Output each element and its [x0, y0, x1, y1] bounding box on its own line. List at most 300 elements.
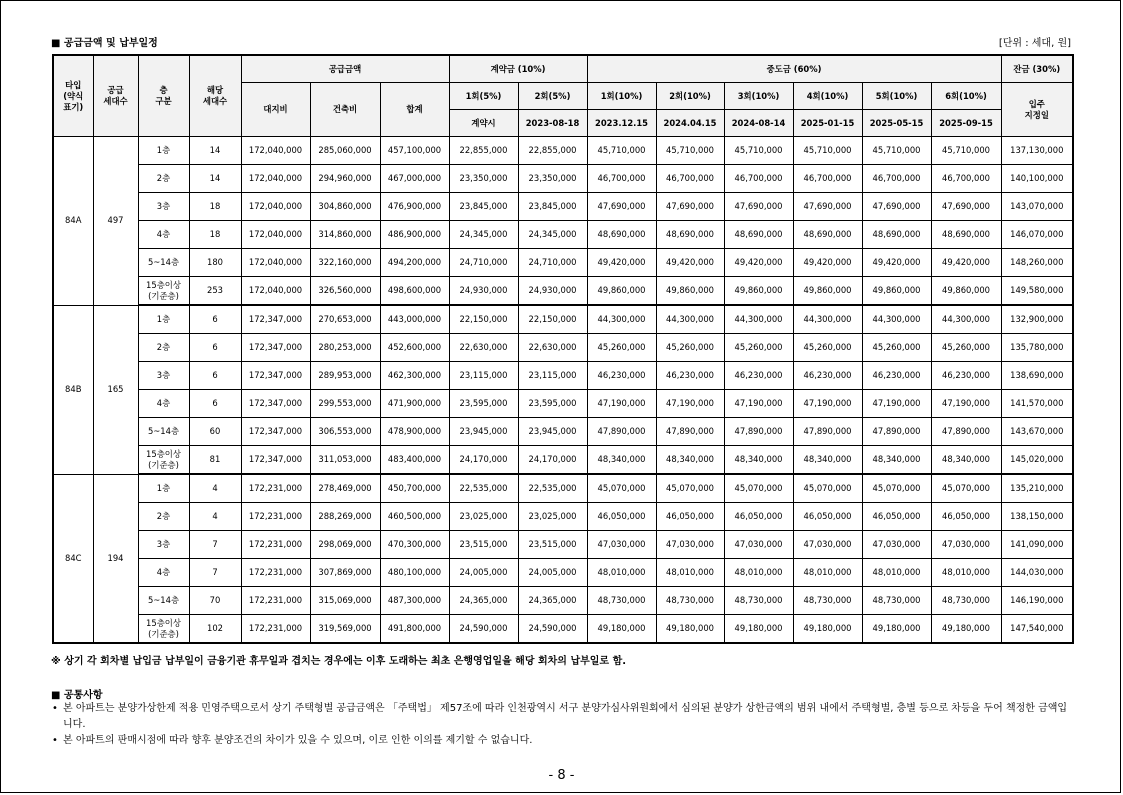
- table-row: [53, 559, 1073, 587]
- middle-6-cell: 47,690,000: [931, 193, 1001, 221]
- middle-3-cell: 49,180,000: [724, 615, 793, 644]
- header-c2: 2회(5%): [518, 83, 587, 110]
- total-cell: 491,800,000: [380, 615, 449, 644]
- building-cell: 306,553,000: [310, 418, 380, 446]
- unit-count-cell: 7: [189, 531, 241, 559]
- middle-4-cell: 48,690,000: [793, 221, 862, 249]
- building-cell: 270,653,000: [310, 305, 380, 334]
- middle-1-cell: 47,030,000: [587, 531, 656, 559]
- unit-count-cell: 180: [189, 249, 241, 277]
- land-cell: 172,040,000: [241, 277, 310, 306]
- middle-1-cell: 49,420,000: [587, 249, 656, 277]
- middle-3-cell: 44,300,000: [724, 305, 793, 334]
- section-title: ■ 공급금액 및 납부일정: [51, 38, 158, 49]
- header-m6-date: 2025-09-15: [931, 110, 1001, 137]
- balance-cell: 145,020,000: [1001, 446, 1073, 475]
- land-cell: 172,231,000: [241, 587, 310, 615]
- contract-1-cell: 23,350,000: [449, 165, 518, 193]
- floor-cell: 1층: [138, 305, 189, 334]
- land-cell: 172,040,000: [241, 165, 310, 193]
- total-cell: 483,400,000: [380, 446, 449, 475]
- middle-6-cell: 46,230,000: [931, 362, 1001, 390]
- floor-cell: 5~14층: [138, 587, 189, 615]
- total-cell: 498,600,000: [380, 277, 449, 306]
- building-cell: 298,069,000: [310, 531, 380, 559]
- contract-2-cell: 23,350,000: [518, 165, 587, 193]
- building-cell: 315,069,000: [310, 587, 380, 615]
- header-balance: 잔금 (30%): [1001, 55, 1073, 83]
- land-cell: 172,347,000: [241, 446, 310, 475]
- floor-cell: 15층이상 (기준층): [138, 446, 189, 475]
- header-balance-date: 입주 지정일: [1001, 83, 1073, 137]
- middle-6-cell: 46,700,000: [931, 165, 1001, 193]
- total-cell: 494,200,000: [380, 249, 449, 277]
- contract-2-cell: 23,945,000: [518, 418, 587, 446]
- middle-3-cell: 48,690,000: [724, 221, 793, 249]
- header-land: 대지비: [241, 83, 310, 137]
- middle-2-cell: 49,420,000: [656, 249, 724, 277]
- unit-count-cell: 6: [189, 362, 241, 390]
- header-total: 합계: [380, 83, 449, 137]
- middle-3-cell: 48,010,000: [724, 559, 793, 587]
- unit-count-cell: 70: [189, 587, 241, 615]
- balance-cell: 146,070,000: [1001, 221, 1073, 249]
- middle-4-cell: 44,300,000: [793, 305, 862, 334]
- middle-6-cell: 45,710,000: [931, 137, 1001, 165]
- middle-4-cell: 45,260,000: [793, 334, 862, 362]
- balance-cell: 138,150,000: [1001, 503, 1073, 531]
- unit-count-cell: 81: [189, 446, 241, 475]
- middle-4-cell: 46,230,000: [793, 362, 862, 390]
- land-cell: 172,347,000: [241, 334, 310, 362]
- header-m5-date: 2025-05-15: [862, 110, 931, 137]
- middle-5-cell: 46,230,000: [862, 362, 931, 390]
- contract-2-cell: 24,005,000: [518, 559, 587, 587]
- header-households: 공급 세대수: [93, 55, 138, 137]
- table-row: [53, 390, 1073, 418]
- table-row: [53, 305, 1073, 334]
- table-row: [53, 277, 1073, 306]
- table-row: [53, 165, 1073, 193]
- header-m3: 3회(10%): [724, 83, 793, 110]
- contract-2-cell: 24,345,000: [518, 221, 587, 249]
- balance-cell: 141,090,000: [1001, 531, 1073, 559]
- balance-cell: 143,670,000: [1001, 418, 1073, 446]
- middle-1-cell: 48,340,000: [587, 446, 656, 475]
- common-list: [51, 701, 1071, 749]
- header-supply: 공급금액: [241, 55, 449, 83]
- middle-5-cell: 47,190,000: [862, 390, 931, 418]
- balance-cell: 137,130,000: [1001, 137, 1073, 165]
- middle-6-cell: 46,050,000: [931, 503, 1001, 531]
- contract-2-cell: 24,930,000: [518, 277, 587, 306]
- table-row: [53, 221, 1073, 249]
- table-row: [53, 531, 1073, 559]
- building-cell: 319,569,000: [310, 615, 380, 644]
- middle-1-cell: 44,300,000: [587, 305, 656, 334]
- contract-2-cell: 22,630,000: [518, 334, 587, 362]
- middle-2-cell: 44,300,000: [656, 305, 724, 334]
- total-cell: 462,300,000: [380, 362, 449, 390]
- middle-1-cell: 47,690,000: [587, 193, 656, 221]
- middle-4-cell: 47,190,000: [793, 390, 862, 418]
- middle-6-cell: 48,730,000: [931, 587, 1001, 615]
- floor-cell: 2층: [138, 165, 189, 193]
- households-cell: 194: [93, 474, 138, 643]
- table-row: [53, 615, 1073, 644]
- floor-cell: 3층: [138, 531, 189, 559]
- floor-cell: 3층: [138, 362, 189, 390]
- middle-3-cell: 46,230,000: [724, 362, 793, 390]
- middle-5-cell: 48,340,000: [862, 446, 931, 475]
- middle-3-cell: 47,890,000: [724, 418, 793, 446]
- total-cell: 478,900,000: [380, 418, 449, 446]
- unit-label: [단위 : 세대, 원]: [998, 38, 1071, 49]
- contract-1-cell: 24,345,000: [449, 221, 518, 249]
- contract-2-cell: 22,150,000: [518, 305, 587, 334]
- middle-3-cell: 47,690,000: [724, 193, 793, 221]
- balance-cell: 146,190,000: [1001, 587, 1073, 615]
- total-cell: 452,600,000: [380, 334, 449, 362]
- building-cell: 278,469,000: [310, 474, 380, 503]
- total-cell: 487,300,000: [380, 587, 449, 615]
- contract-2-cell: 22,535,000: [518, 474, 587, 503]
- middle-3-cell: 48,730,000: [724, 587, 793, 615]
- total-cell: 450,700,000: [380, 474, 449, 503]
- middle-6-cell: 47,030,000: [931, 531, 1001, 559]
- contract-2-cell: 23,515,000: [518, 531, 587, 559]
- table-row: [53, 249, 1073, 277]
- contract-1-cell: 24,005,000: [449, 559, 518, 587]
- middle-3-cell: 48,340,000: [724, 446, 793, 475]
- middle-4-cell: 47,890,000: [793, 418, 862, 446]
- header-m5: 5회(10%): [862, 83, 931, 110]
- middle-2-cell: 45,070,000: [656, 474, 724, 503]
- middle-4-cell: 49,860,000: [793, 277, 862, 306]
- middle-5-cell: 45,710,000: [862, 137, 931, 165]
- land-cell: 172,040,000: [241, 137, 310, 165]
- header-m6: 6회(10%): [931, 83, 1001, 110]
- total-cell: 480,100,000: [380, 559, 449, 587]
- middle-5-cell: 49,420,000: [862, 249, 931, 277]
- unit-count-cell: 14: [189, 165, 241, 193]
- middle-1-cell: 48,010,000: [587, 559, 656, 587]
- floor-cell: 1층: [138, 137, 189, 165]
- building-cell: 289,953,000: [310, 362, 380, 390]
- balance-cell: 140,100,000: [1001, 165, 1073, 193]
- middle-5-cell: 45,260,000: [862, 334, 931, 362]
- middle-5-cell: 44,300,000: [862, 305, 931, 334]
- building-cell: 322,160,000: [310, 249, 380, 277]
- contract-1-cell: 24,170,000: [449, 446, 518, 475]
- middle-2-cell: 47,890,000: [656, 418, 724, 446]
- contract-1-cell: 24,590,000: [449, 615, 518, 644]
- middle-5-cell: 47,690,000: [862, 193, 931, 221]
- header-m4: 4회(10%): [793, 83, 862, 110]
- type-cell: 84A: [53, 137, 93, 306]
- middle-1-cell: 49,860,000: [587, 277, 656, 306]
- total-cell: 470,300,000: [380, 531, 449, 559]
- middle-2-cell: 49,180,000: [656, 615, 724, 644]
- title-row: [51, 34, 1071, 50]
- middle-6-cell: 47,190,000: [931, 390, 1001, 418]
- middle-5-cell: 47,890,000: [862, 418, 931, 446]
- header-type: 타입 (약식 표기): [53, 55, 93, 137]
- total-cell: 457,100,000: [380, 137, 449, 165]
- middle-3-cell: 49,420,000: [724, 249, 793, 277]
- contract-2-cell: 24,590,000: [518, 615, 587, 644]
- floor-cell: 5~14층: [138, 249, 189, 277]
- middle-4-cell: 46,050,000: [793, 503, 862, 531]
- building-cell: 311,053,000: [310, 446, 380, 475]
- middle-6-cell: 49,180,000: [931, 615, 1001, 644]
- common-item: • 본 아파트의 판매시점에 따라 향후 분양조건의 차이가 있을 수 있으며, 이로 인한 이의를 제기할 수 없습니다.: [51, 733, 1071, 749]
- unit-count-cell: 253: [189, 277, 241, 306]
- header-m1-date: 2023.12.15: [587, 110, 656, 137]
- middle-3-cell: 47,030,000: [724, 531, 793, 559]
- building-cell: 294,960,000: [310, 165, 380, 193]
- middle-6-cell: 49,860,000: [931, 277, 1001, 306]
- type-cell: 84C: [53, 474, 93, 643]
- middle-1-cell: 48,730,000: [587, 587, 656, 615]
- middle-5-cell: 48,690,000: [862, 221, 931, 249]
- unit-count-cell: 102: [189, 615, 241, 644]
- total-cell: 460,500,000: [380, 503, 449, 531]
- floor-cell: 1층: [138, 474, 189, 503]
- unit-count-cell: 6: [189, 390, 241, 418]
- floor-cell: 4층: [138, 221, 189, 249]
- header-c1: 1회(5%): [449, 83, 518, 110]
- contract-1-cell: 23,515,000: [449, 531, 518, 559]
- land-cell: 172,231,000: [241, 559, 310, 587]
- table-row: [53, 503, 1073, 531]
- table-row: [53, 334, 1073, 362]
- middle-5-cell: 49,180,000: [862, 615, 931, 644]
- contract-1-cell: 23,115,000: [449, 362, 518, 390]
- middle-3-cell: 45,710,000: [724, 137, 793, 165]
- table-row: [53, 418, 1073, 446]
- floor-cell: 4층: [138, 559, 189, 587]
- middle-2-cell: 49,860,000: [656, 277, 724, 306]
- header-m4-date: 2025-01-15: [793, 110, 862, 137]
- middle-6-cell: 45,260,000: [931, 334, 1001, 362]
- floor-cell: 5~14층: [138, 418, 189, 446]
- land-cell: 172,347,000: [241, 418, 310, 446]
- middle-1-cell: 46,700,000: [587, 165, 656, 193]
- middle-2-cell: 48,340,000: [656, 446, 724, 475]
- balance-cell: 147,540,000: [1001, 615, 1073, 644]
- floor-cell: 15층이상 (기준층): [138, 277, 189, 306]
- middle-6-cell: 44,300,000: [931, 305, 1001, 334]
- land-cell: 172,231,000: [241, 531, 310, 559]
- middle-5-cell: 45,070,000: [862, 474, 931, 503]
- land-cell: 172,040,000: [241, 249, 310, 277]
- middle-1-cell: 45,710,000: [587, 137, 656, 165]
- middle-5-cell: 49,860,000: [862, 277, 931, 306]
- middle-3-cell: 49,860,000: [724, 277, 793, 306]
- balance-cell: 138,690,000: [1001, 362, 1073, 390]
- unit-count-cell: 18: [189, 193, 241, 221]
- middle-2-cell: 47,190,000: [656, 390, 724, 418]
- land-cell: 172,231,000: [241, 503, 310, 531]
- balance-cell: 141,570,000: [1001, 390, 1073, 418]
- header-middle: 중도금 (60%): [587, 55, 1001, 83]
- land-cell: 172,347,000: [241, 305, 310, 334]
- middle-2-cell: 45,710,000: [656, 137, 724, 165]
- land-cell: 172,040,000: [241, 193, 310, 221]
- contract-1-cell: 24,930,000: [449, 277, 518, 306]
- middle-5-cell: 46,050,000: [862, 503, 931, 531]
- middle-3-cell: 46,700,000: [724, 165, 793, 193]
- contract-1-cell: 23,595,000: [449, 390, 518, 418]
- unit-count-cell: 6: [189, 305, 241, 334]
- middle-4-cell: 48,730,000: [793, 587, 862, 615]
- middle-2-cell: 48,010,000: [656, 559, 724, 587]
- contract-2-cell: 23,115,000: [518, 362, 587, 390]
- middle-2-cell: 46,230,000: [656, 362, 724, 390]
- building-cell: 285,060,000: [310, 137, 380, 165]
- floor-cell: 2층: [138, 334, 189, 362]
- middle-4-cell: 49,180,000: [793, 615, 862, 644]
- households-cell: 165: [93, 305, 138, 474]
- middle-1-cell: 47,190,000: [587, 390, 656, 418]
- contract-2-cell: 23,595,000: [518, 390, 587, 418]
- payment-note: ※ 상기 각 회차별 납입금 납부일이 금융기관 휴무일과 겹치는 경우에는 이후 도래하는 최초 은행영업일을 해당 회차의 납부일로 함.: [51, 656, 627, 667]
- floor-cell: 3층: [138, 193, 189, 221]
- contract-2-cell: 22,855,000: [518, 137, 587, 165]
- unit-count-cell: 4: [189, 474, 241, 503]
- land-cell: 172,347,000: [241, 390, 310, 418]
- unit-count-cell: 4: [189, 503, 241, 531]
- land-cell: 172,231,000: [241, 615, 310, 644]
- table-row: [53, 587, 1073, 615]
- building-cell: 299,553,000: [310, 390, 380, 418]
- middle-4-cell: 45,070,000: [793, 474, 862, 503]
- table-row: [53, 362, 1073, 390]
- contract-2-cell: 24,170,000: [518, 446, 587, 475]
- header-m2-date: 2024.04.15: [656, 110, 724, 137]
- contract-2-cell: 23,025,000: [518, 503, 587, 531]
- header-contract: 계약금 (10%): [449, 55, 587, 83]
- contract-1-cell: 22,150,000: [449, 305, 518, 334]
- building-cell: 326,560,000: [310, 277, 380, 306]
- middle-6-cell: 49,420,000: [931, 249, 1001, 277]
- header-c2-date: 2023-08-18: [518, 110, 587, 137]
- contract-2-cell: 24,365,000: [518, 587, 587, 615]
- middle-3-cell: 47,190,000: [724, 390, 793, 418]
- balance-cell: 135,210,000: [1001, 474, 1073, 503]
- middle-2-cell: 46,700,000: [656, 165, 724, 193]
- contract-1-cell: 22,535,000: [449, 474, 518, 503]
- middle-2-cell: 47,030,000: [656, 531, 724, 559]
- balance-cell: 148,260,000: [1001, 249, 1073, 277]
- contract-1-cell: 22,630,000: [449, 334, 518, 362]
- middle-5-cell: 48,010,000: [862, 559, 931, 587]
- header-unit-count: 해당 세대수: [189, 55, 241, 137]
- page-number: - 8 -: [548, 768, 575, 783]
- contract-1-cell: 23,945,000: [449, 418, 518, 446]
- middle-4-cell: 45,710,000: [793, 137, 862, 165]
- common-item: • 본 아파트는 분양가상한제 적용 민영주택으로서 상기 주택형별 공급금액은 「주택법」 제57조에 따라 인천광역시 서구 분양가심사위원회에서 심의된 분양가 상한금액의 범위 내에서 주택형별, 층별 등으로 차등을 두어 책정한 금액입니다.: [51, 701, 1071, 733]
- balance-cell: 144,030,000: [1001, 559, 1073, 587]
- middle-4-cell: 46,700,000: [793, 165, 862, 193]
- middle-6-cell: 48,010,000: [931, 559, 1001, 587]
- table-row: [53, 137, 1073, 165]
- land-cell: 172,040,000: [241, 221, 310, 249]
- supply-schedule-table: [52, 54, 1074, 644]
- middle-1-cell: 48,690,000: [587, 221, 656, 249]
- balance-cell: 132,900,000: [1001, 305, 1073, 334]
- total-cell: 467,000,000: [380, 165, 449, 193]
- middle-2-cell: 48,690,000: [656, 221, 724, 249]
- total-cell: 471,900,000: [380, 390, 449, 418]
- common-section-title: ■ 공통사항: [51, 690, 103, 701]
- middle-5-cell: 46,700,000: [862, 165, 931, 193]
- contract-2-cell: 24,710,000: [518, 249, 587, 277]
- floor-cell: 2층: [138, 503, 189, 531]
- middle-3-cell: 46,050,000: [724, 503, 793, 531]
- middle-5-cell: 48,730,000: [862, 587, 931, 615]
- middle-3-cell: 45,260,000: [724, 334, 793, 362]
- middle-4-cell: 47,030,000: [793, 531, 862, 559]
- table-body: [53, 137, 1073, 644]
- middle-1-cell: 46,230,000: [587, 362, 656, 390]
- middle-4-cell: 48,010,000: [793, 559, 862, 587]
- unit-count-cell: 60: [189, 418, 241, 446]
- land-cell: 172,231,000: [241, 474, 310, 503]
- table-row: [53, 446, 1073, 475]
- building-cell: 307,869,000: [310, 559, 380, 587]
- contract-1-cell: 23,845,000: [449, 193, 518, 221]
- building-cell: 288,269,000: [310, 503, 380, 531]
- unit-count-cell: 6: [189, 334, 241, 362]
- table-row: [53, 193, 1073, 221]
- header-m2: 2회(10%): [656, 83, 724, 110]
- middle-1-cell: 45,070,000: [587, 474, 656, 503]
- header-m1: 1회(10%): [587, 83, 656, 110]
- contract-1-cell: 24,365,000: [449, 587, 518, 615]
- middle-6-cell: 48,340,000: [931, 446, 1001, 475]
- middle-2-cell: 48,730,000: [656, 587, 724, 615]
- middle-6-cell: 47,890,000: [931, 418, 1001, 446]
- building-cell: 280,253,000: [310, 334, 380, 362]
- unit-count-cell: 18: [189, 221, 241, 249]
- total-cell: 443,000,000: [380, 305, 449, 334]
- table-row: [53, 474, 1073, 503]
- floor-cell: 15층이상 (기준층): [138, 615, 189, 644]
- middle-3-cell: 45,070,000: [724, 474, 793, 503]
- middle-6-cell: 45,070,000: [931, 474, 1001, 503]
- total-cell: 486,900,000: [380, 221, 449, 249]
- middle-4-cell: 49,420,000: [793, 249, 862, 277]
- middle-4-cell: 48,340,000: [793, 446, 862, 475]
- middle-1-cell: 45,260,000: [587, 334, 656, 362]
- balance-cell: 135,780,000: [1001, 334, 1073, 362]
- unit-count-cell: 14: [189, 137, 241, 165]
- contract-1-cell: 24,710,000: [449, 249, 518, 277]
- building-cell: 304,860,000: [310, 193, 380, 221]
- table-header: [53, 55, 1073, 137]
- header-m3-date: 2024-08-14: [724, 110, 793, 137]
- unit-count-cell: 7: [189, 559, 241, 587]
- middle-2-cell: 45,260,000: [656, 334, 724, 362]
- contract-1-cell: 23,025,000: [449, 503, 518, 531]
- middle-4-cell: 47,690,000: [793, 193, 862, 221]
- middle-2-cell: 47,690,000: [656, 193, 724, 221]
- header-building: 건축비: [310, 83, 380, 137]
- middle-6-cell: 48,690,000: [931, 221, 1001, 249]
- middle-5-cell: 47,030,000: [862, 531, 931, 559]
